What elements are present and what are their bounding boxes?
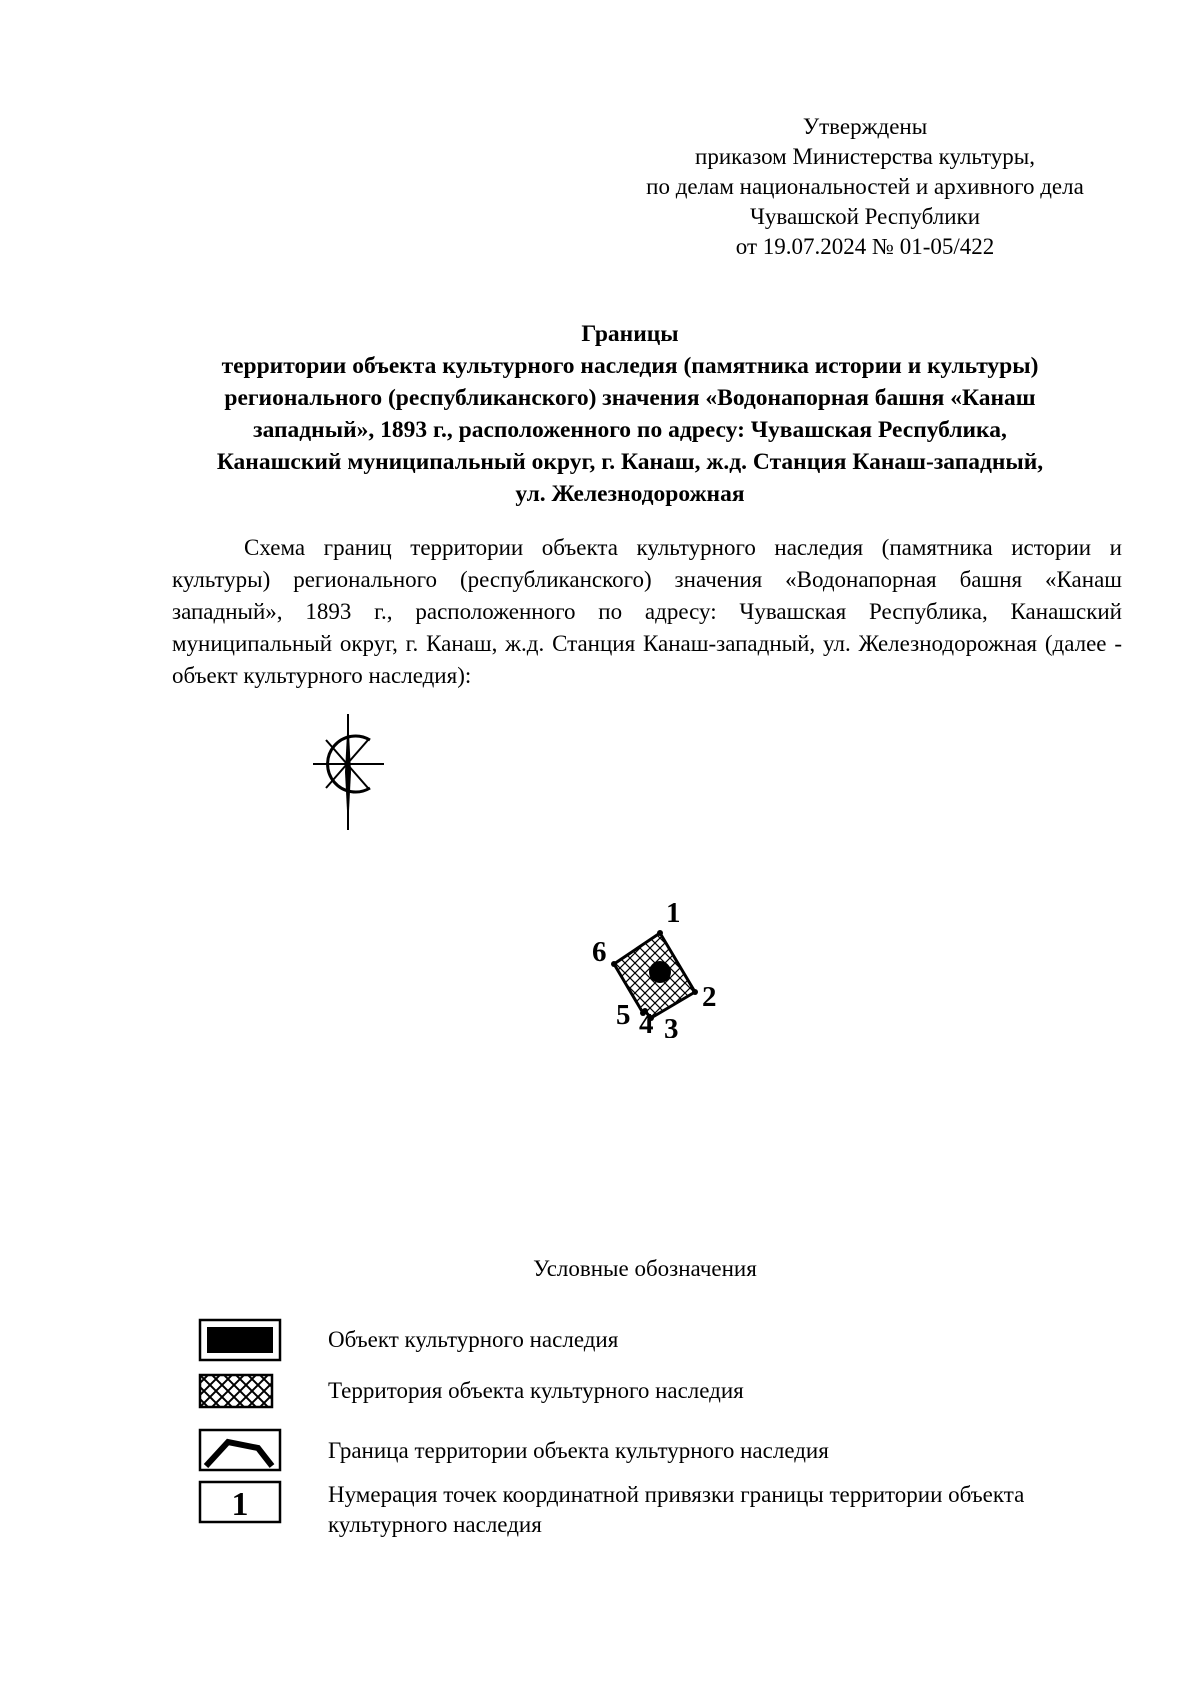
document-title	[150, 318, 1110, 510]
point-number-icon	[198, 1480, 282, 1524]
legend-title: Условные обозначения	[533, 1256, 757, 1281]
title-line: Границы	[581, 321, 679, 347]
title-line: западный», 1893 г., расположенного по адресу: Чувашская Республика,	[253, 417, 1007, 443]
territory-hatch-icon	[198, 1373, 274, 1409]
north-arrow-icon	[308, 712, 388, 832]
legend-label: Нумерация точек координатной привязки границы территории объекта культурного наследия	[328, 1482, 1025, 1537]
title-line: Канашский муниципальный округ, г. Канаш, ж.д. Станция Канаш-западный,	[216, 449, 1044, 475]
object-marker	[649, 961, 671, 983]
legend-label: Объект культурного наследия	[328, 1327, 619, 1352]
title-line: регионального (республиканского) значения «Водонапорная башня «Канаш	[224, 385, 1036, 411]
point-marker	[692, 989, 698, 995]
approval-line: от 19.07.2024 № 01-05/422	[735, 234, 995, 259]
boundary-line-icon	[198, 1428, 282, 1472]
approval-line: приказом Министерства культуры,	[695, 144, 1035, 169]
approval-line: Чувашской Республики	[749, 204, 981, 229]
point-label-6: 6	[592, 936, 607, 968]
point-number-symbol-text: 1	[231, 1486, 249, 1523]
point-label-2: 2	[702, 981, 717, 1013]
title-line: территории объекта культурного наследия (памятника истории и культуры)	[221, 353, 1039, 379]
boundary-scheme	[580, 888, 740, 1038]
legend-label: Территория объекта культурного наследия	[328, 1378, 744, 1403]
point-marker	[611, 961, 617, 967]
title-line: ул. Железнодорожная	[515, 481, 745, 507]
object-symbol-icon	[198, 1318, 282, 1362]
legend-label: Граница территории объекта культурного наследия	[328, 1438, 829, 1463]
point-label-1: 1	[666, 897, 681, 929]
intro-paragraph: Схема границ территории объекта культурного наследия (памятника истории и культуры) регионального (республиканского) значения «Водонапорная башня «Канаш западный», 1893 г., расположенного по адресу: Чувашская Республика, Канашский муниципальный округ, г. Канаш, ж.д. Станция Канаш-западный, ул. Железнодорожная (далее - объект культурного наследия):	[172, 535, 1122, 688]
point-marker	[657, 930, 663, 936]
point-label-3: 3	[664, 1013, 679, 1038]
approval-block	[600, 112, 1130, 262]
approval-line: по делам национальностей и архивного дела	[646, 174, 1084, 199]
approval-line: Утверждены	[802, 114, 928, 139]
point-label-4: 4	[639, 1008, 654, 1038]
point-label-5: 5	[616, 999, 631, 1031]
